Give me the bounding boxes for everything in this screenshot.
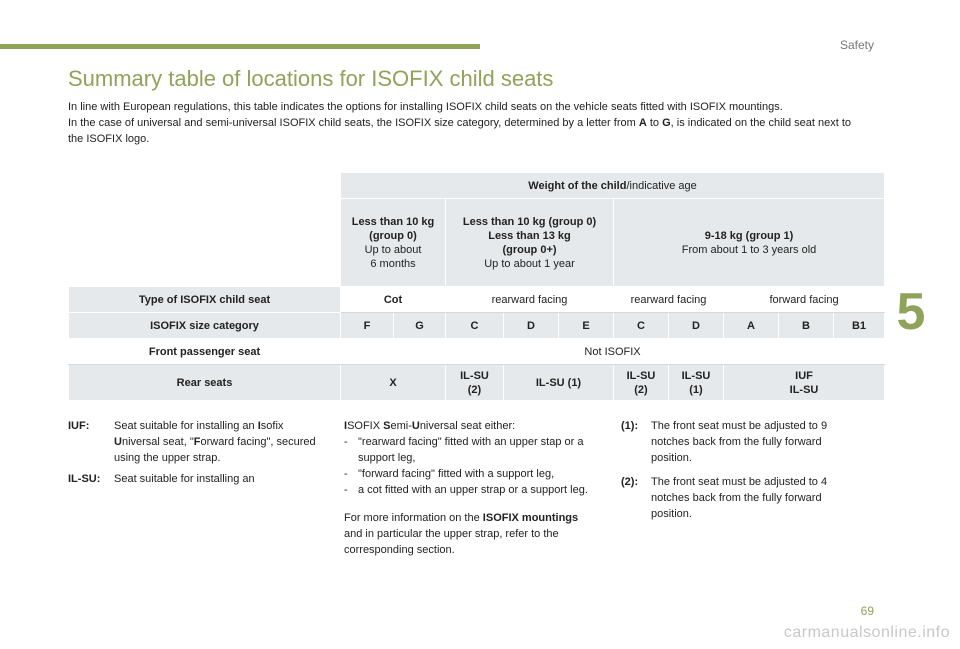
type-rearward-1: rearward facing (446, 287, 614, 313)
rear-ilsu-1-d: IL-SU (1) (669, 365, 724, 401)
semi-universal-intro: ISOFIX Semi-Universal seat either: (344, 420, 516, 432)
note-ilsu (68, 471, 318, 487)
table-corner-2 (69, 199, 341, 287)
note-iuf (68, 418, 318, 466)
header-accent-bar (0, 44, 480, 49)
size-cell: F (341, 313, 394, 339)
size-cell: D (504, 313, 559, 339)
list-item: - "forward facing" fitted with a support leg, (344, 468, 555, 480)
type-cot: Cot (341, 287, 446, 313)
note-text: The front seat must be adjusted to 9 notches back from the fully forward position. (651, 420, 828, 464)
list-item: - "rearward facing" fitted with an upper stap or a support leg, (344, 436, 584, 464)
rear-ilsu-1: IL-SU (1) (504, 365, 614, 401)
rear-ilsu-2-c: IL-SU (2) (614, 365, 669, 401)
size-cell: G (394, 313, 446, 339)
note-2 (621, 474, 861, 522)
intro-line-2a: In the case of universal and semi-universal ISOFIX child seats, the ISOFIX size category, determined by a letter from (68, 117, 639, 129)
weight-header: Weight of the child/indicative age (341, 173, 885, 199)
type-rearward-2: rearward facing (614, 287, 724, 313)
intro-paragraph (68, 99, 868, 147)
page-number: 69 (860, 604, 874, 618)
row-label-rear: Rear seats (69, 365, 341, 401)
row-label-type: Type of ISOFIX child seat (69, 287, 341, 313)
note-term: (2): (621, 476, 639, 488)
size-cell: E (559, 313, 614, 339)
size-cell: D (669, 313, 724, 339)
group-0-plus: Less than 10 kg (group 0) Less than 13 kg (group 0+) Up to about 1 year (446, 199, 614, 287)
isofix-table (68, 172, 885, 401)
front-value: Not ISOFIX (341, 339, 885, 365)
notes-column-3 (621, 418, 861, 530)
intro-line-2b: , is indicated on the child seat next to the ISOFIX logo. (68, 117, 852, 145)
note-term: IL-SU: (68, 473, 101, 485)
table-corner (69, 173, 341, 199)
rear-x: X (341, 365, 446, 401)
row-label-front: Front passenger seat (69, 339, 341, 365)
note-term: IUF: (68, 420, 90, 432)
row-label-size: ISOFIX size category (69, 313, 341, 339)
note-text: Seat suitable for installing an (114, 473, 255, 485)
page-title: Summary table of locations for ISOFIX child seats (68, 66, 554, 91)
more-info: For more information on the ISOFIX mountings and in particular the upper strap, refer to the corresponding section. (344, 512, 579, 556)
note-term: (1): (621, 420, 639, 432)
intro-letter-a: A (638, 117, 647, 129)
rear-ilsu-2: IL-SU (2) (446, 365, 504, 401)
notes-column-2 (344, 418, 599, 558)
note-1 (621, 418, 861, 466)
size-cell: C (446, 313, 504, 339)
chapter-number: 5 (896, 283, 926, 341)
note-text: Seat suitable for installing an Isofix Universal seat, "Forward facing", secured using the upper strap. (114, 420, 316, 464)
size-cell: C (614, 313, 669, 339)
notes-column-1 (68, 418, 318, 492)
rear-iuf: IUF IL-SU (724, 365, 885, 401)
note-text: The front seat must be adjusted to 4 notches back from the fully forward position. (651, 476, 828, 520)
section-label: Safety (839, 38, 874, 52)
type-forward: forward facing (724, 287, 885, 313)
watermark: carmanualsonline.info (783, 624, 950, 641)
intro-line-1: In line with European regulations, this table indicates the options for installing ISOFIX child seats on the vehicle seats fitted with ISOFIX mountings. (68, 101, 783, 113)
group-0: Less than 10 kg (group 0) Up to about 6 months (341, 199, 446, 287)
group-1: 9-18 kg (group 1) From about 1 to 3 years old (614, 199, 885, 287)
size-cell: A (724, 313, 779, 339)
options-list (344, 434, 599, 498)
size-cell: B1 (834, 313, 885, 339)
list-item: - a cot fitted with an upper strap or a support leg. (344, 484, 588, 496)
size-cell: B (779, 313, 834, 339)
intro-letter-g: G (662, 117, 671, 129)
intro-to: to (646, 117, 663, 129)
